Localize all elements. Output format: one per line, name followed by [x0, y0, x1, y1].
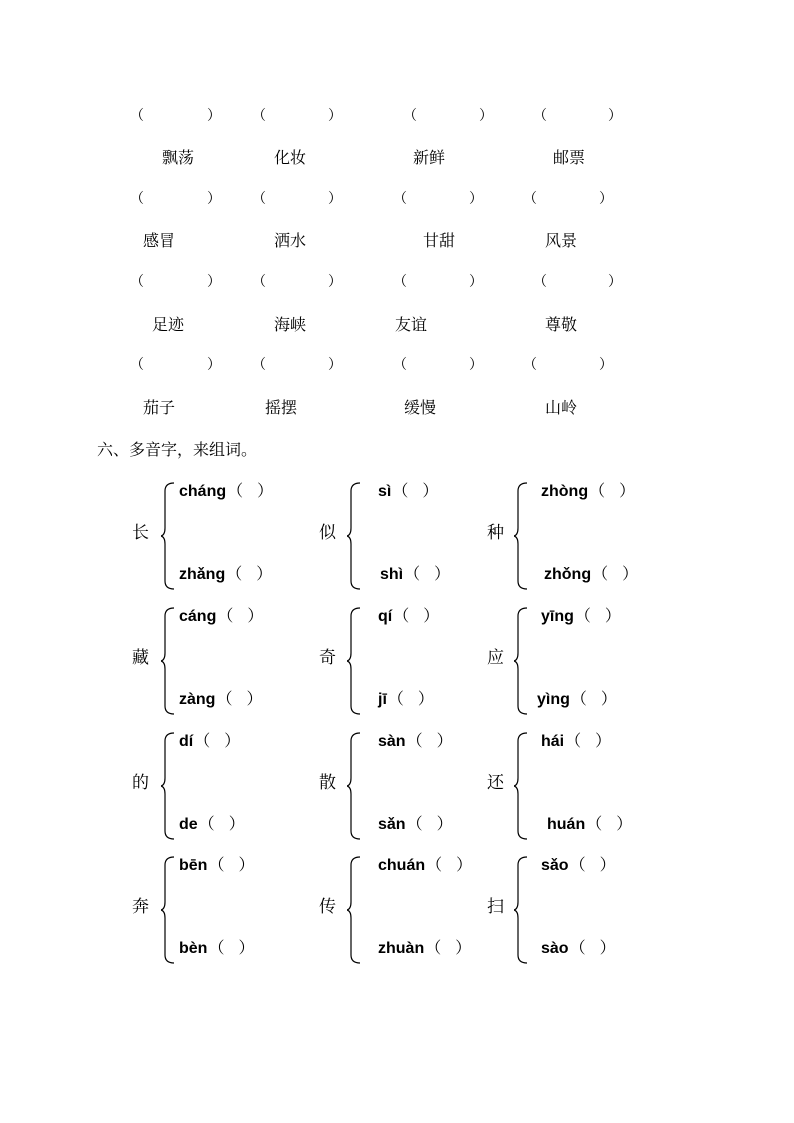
pinyin-text: zhuàn — [378, 940, 425, 957]
polyphonic-char: 藏 — [132, 648, 149, 668]
answer-paren-close: ） — [207, 191, 221, 207]
answer-paren-close: ） — [238, 855, 255, 874]
answer-paren-open: （ — [393, 606, 410, 625]
vocab-word: 风景 — [545, 231, 578, 250]
answer-paren-close: ） — [616, 814, 633, 833]
answer-paren-open: （ — [130, 357, 144, 373]
pinyin-bottom — [537, 689, 617, 710]
answer-paren-open: （ — [570, 689, 587, 708]
answer-paren-open: （ — [574, 606, 591, 625]
answer-paren-open: （ — [227, 481, 244, 500]
pinyin-bottom — [179, 689, 262, 710]
pinyin-bottom — [380, 564, 450, 585]
answer-paren-close: ） — [328, 357, 342, 373]
answer-paren-open: （ — [252, 108, 266, 124]
pinyin-text: sào — [541, 940, 569, 957]
answer-paren-open: （ — [252, 191, 266, 207]
polyphonic-char: 传 — [319, 897, 336, 917]
answer-paren-close: ） — [599, 191, 613, 207]
answer-paren-open: （ — [252, 357, 266, 373]
answer-paren-open: （ — [208, 855, 225, 874]
curly-brace-icon — [347, 855, 363, 965]
vocab-word: 摇摆 — [265, 398, 298, 417]
answer-paren-open: （ — [592, 564, 609, 583]
answer-paren-open: （ — [130, 274, 144, 290]
answer-paren-close: ） — [247, 606, 264, 625]
answer-paren-open: （ — [533, 108, 547, 124]
pinyin-text: yīng — [541, 608, 574, 625]
vocab-word: 邮票 — [553, 148, 586, 167]
pinyin-text: bèn — [179, 940, 208, 957]
pinyin-bottom — [544, 564, 638, 585]
answer-paren-close: ） — [328, 108, 342, 124]
pinyin-top — [378, 855, 472, 876]
pinyin-text: hái — [541, 733, 565, 750]
pinyin-text: zhòng — [541, 483, 589, 500]
answer-paren-close: ） — [257, 481, 274, 500]
pinyin-bottom — [547, 814, 632, 835]
answer-paren-open: （ — [393, 357, 407, 373]
answer-paren-close: ） — [469, 357, 483, 373]
answer-paren-close: ） — [246, 689, 263, 708]
answer-paren-open: （ — [216, 689, 233, 708]
curly-brace-icon — [347, 606, 363, 716]
answer-paren-open: （ — [198, 814, 215, 833]
curly-brace-icon — [161, 731, 177, 841]
curly-brace-icon — [514, 481, 530, 591]
curly-brace-icon — [514, 606, 530, 716]
curly-brace-icon — [514, 855, 530, 965]
answer-paren-open: （ — [130, 191, 144, 207]
curly-brace-icon — [161, 606, 177, 716]
answer-paren-open: （ — [565, 731, 582, 750]
answer-paren-close: ） — [619, 481, 636, 500]
pinyin-top — [541, 731, 611, 752]
vocab-word: 新鲜 — [413, 148, 446, 167]
answer-paren-open: （ — [387, 689, 404, 708]
answer-paren-open: （ — [252, 274, 266, 290]
vocab-word: 尊敬 — [545, 315, 578, 334]
answer-paren-close: ） — [600, 689, 617, 708]
polyphonic-char: 似 — [319, 523, 336, 543]
pinyin-top — [179, 481, 273, 502]
pinyin-bottom — [541, 938, 616, 959]
answer-paren-open: （ — [404, 564, 421, 583]
pinyin-text: sǎo — [541, 857, 569, 874]
pinyin-text: shì — [380, 566, 404, 583]
answer-paren-close: ） — [434, 564, 451, 583]
polyphonic-char: 种 — [487, 523, 504, 543]
answer-paren-close: ） — [422, 481, 439, 500]
answer-paren-close: ） — [604, 606, 621, 625]
answer-paren-close: ） — [469, 274, 483, 290]
answer-paren-close: ） — [224, 731, 241, 750]
pinyin-bottom — [378, 814, 453, 835]
pinyin-text: dí — [179, 733, 194, 750]
answer-paren-open: （ — [569, 855, 586, 874]
answer-paren-open: （ — [208, 938, 225, 957]
pinyin-top — [378, 606, 439, 627]
vocab-word: 山岭 — [545, 398, 578, 417]
pinyin-top — [179, 731, 240, 752]
answer-paren-close: ） — [238, 938, 255, 957]
pinyin-text: yìng — [537, 691, 570, 708]
answer-paren-open: （ — [393, 191, 407, 207]
answer-paren-close: ） — [207, 108, 221, 124]
answer-paren-close: ） — [469, 191, 483, 207]
pinyin-bottom — [378, 938, 471, 959]
answer-paren-open: （ — [392, 481, 409, 500]
pinyin-text: cháng — [179, 483, 227, 500]
pinyin-bottom — [378, 689, 434, 710]
answer-paren-open: （ — [523, 357, 537, 373]
answer-paren-close: ） — [456, 855, 473, 874]
answer-paren-open: （ — [217, 606, 234, 625]
pinyin-text: zhǒng — [544, 566, 592, 583]
answer-paren-open: （ — [589, 481, 606, 500]
pinyin-text: chuán — [378, 857, 426, 874]
vocab-word: 飘荡 — [162, 148, 195, 167]
answer-paren-close: ） — [479, 108, 493, 124]
answer-paren-open: （ — [406, 814, 423, 833]
polyphonic-char: 的 — [132, 773, 149, 793]
pinyin-text: bēn — [179, 857, 208, 874]
answer-paren-open: （ — [569, 938, 586, 957]
polyphonic-char: 还 — [487, 773, 504, 793]
pinyin-text: zhǎng — [179, 566, 226, 583]
answer-paren-close: ） — [599, 357, 613, 373]
curly-brace-icon — [161, 481, 177, 591]
pinyin-top — [179, 606, 263, 627]
answer-paren-close: ） — [595, 731, 612, 750]
pinyin-text: huán — [547, 816, 586, 833]
vocab-word: 友谊 — [395, 315, 428, 334]
pinyin-top — [541, 855, 616, 876]
pinyin-top — [541, 481, 635, 502]
vocab-word: 茄子 — [143, 398, 176, 417]
answer-paren-open: （ — [403, 108, 417, 124]
pinyin-text: qí — [378, 608, 393, 625]
answer-paren-close: ） — [436, 814, 453, 833]
vocab-word: 缓慢 — [404, 398, 437, 417]
answer-paren-open: （ — [406, 731, 423, 750]
answer-paren-open: （ — [426, 855, 443, 874]
pinyin-text: sì — [378, 483, 392, 500]
answer-paren-close: ） — [608, 108, 622, 124]
vocab-word: 洒水 — [274, 231, 307, 250]
answer-paren-close: ） — [417, 689, 434, 708]
answer-paren-open: （ — [393, 274, 407, 290]
pinyin-top — [541, 606, 621, 627]
answer-paren-close: ） — [207, 274, 221, 290]
polyphonic-char: 应 — [487, 648, 504, 668]
curly-brace-icon — [347, 731, 363, 841]
answer-paren-close: ） — [455, 938, 472, 957]
answer-paren-close: ） — [328, 274, 342, 290]
pinyin-bottom — [179, 938, 254, 959]
vocab-word: 海峡 — [274, 315, 307, 334]
vocab-word: 感冒 — [143, 231, 176, 250]
polyphonic-char: 扫 — [487, 897, 504, 917]
curly-brace-icon — [347, 481, 363, 591]
curly-brace-icon — [514, 731, 530, 841]
answer-paren-open: （ — [533, 274, 547, 290]
curly-brace-icon — [161, 855, 177, 965]
pinyin-top — [179, 855, 254, 876]
pinyin-text: cáng — [179, 608, 217, 625]
polyphonic-char: 长 — [132, 523, 149, 543]
polyphonic-char: 散 — [319, 773, 336, 793]
pinyin-top — [378, 731, 453, 752]
pinyin-bottom — [179, 814, 245, 835]
pinyin-bottom — [179, 564, 272, 585]
answer-paren-open: （ — [586, 814, 603, 833]
vocab-word: 足迹 — [152, 315, 185, 334]
pinyin-text: de — [179, 816, 198, 833]
section-heading: 六、多音字，来组词。 — [97, 440, 258, 459]
vocab-word: 化妆 — [274, 148, 307, 167]
answer-paren-close: ） — [608, 274, 622, 290]
pinyin-text: sǎn — [378, 816, 406, 833]
pinyin-text: jī — [378, 691, 387, 708]
answer-paren-close: ） — [436, 731, 453, 750]
answer-paren-open: （ — [523, 191, 537, 207]
vocab-word: 甘甜 — [423, 231, 456, 250]
pinyin-text: zàng — [179, 691, 216, 708]
answer-paren-close: ） — [423, 606, 440, 625]
answer-paren-close: ） — [622, 564, 639, 583]
answer-paren-open: （ — [130, 108, 144, 124]
answer-paren-close: ） — [328, 191, 342, 207]
answer-paren-close: ） — [207, 357, 221, 373]
polyphonic-char: 奇 — [319, 648, 336, 668]
answer-paren-close: ） — [599, 855, 616, 874]
pinyin-top — [378, 481, 438, 502]
answer-paren-open: （ — [194, 731, 211, 750]
polyphonic-char: 奔 — [132, 897, 149, 917]
pinyin-text: sàn — [378, 733, 406, 750]
answer-paren-open: （ — [425, 938, 442, 957]
answer-paren-open: （ — [226, 564, 243, 583]
answer-paren-close: ） — [256, 564, 273, 583]
answer-paren-close: ） — [599, 938, 616, 957]
answer-paren-close: ） — [228, 814, 245, 833]
